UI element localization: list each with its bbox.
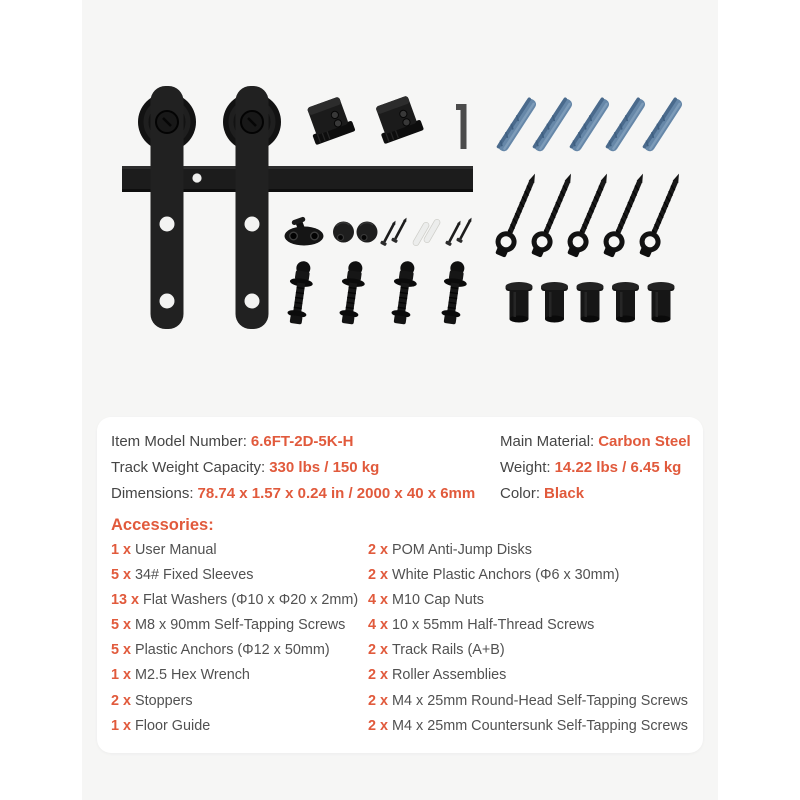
item-text: M4 x 25mm Round-Head Self-Tapping Screws [392, 692, 688, 709]
spec-item-model-number [111, 429, 500, 455]
spec-main-material [500, 429, 691, 455]
bolt-assembly [284, 260, 316, 326]
spec-value: 14.22 lbs / 6.45 kg [554, 459, 682, 476]
list-item [368, 563, 689, 588]
spec-track-weight-capacity [111, 455, 500, 481]
item-quantity: 1 x [111, 542, 132, 558]
spec-value: Carbon Steel [598, 433, 691, 450]
spec-value: 6.6FT-2D-5K-H [250, 433, 354, 450]
list-item [368, 714, 689, 739]
fixed-sleeve [541, 282, 568, 323]
list-item [111, 689, 368, 714]
spec-label: Track Weight Capacity: [111, 459, 266, 476]
spec-label: Dimensions: [111, 485, 194, 502]
anti-jump-disk [333, 222, 354, 243]
bolt-assembly [438, 260, 470, 326]
plastic-anchor [642, 97, 684, 153]
item-quantity: 2 x [368, 542, 389, 558]
item-text: User Manual [135, 542, 217, 558]
item-quantity: 4 x [368, 617, 389, 634]
bolt-assembly [336, 260, 368, 326]
list-item [111, 663, 368, 688]
spec-label: Main Material: [500, 433, 595, 450]
item-text: POM Anti-Jump Disks [392, 542, 532, 558]
item-quantity: 4 x [368, 592, 389, 609]
list-item [111, 638, 368, 663]
plastic-anchor [496, 97, 538, 153]
item-quantity: 1 x [111, 717, 132, 734]
spec-dimensions [111, 481, 500, 507]
product-photo [82, 0, 718, 420]
item-quantity: 13 x [111, 592, 140, 609]
accessories-list-left [111, 538, 368, 739]
list-item [368, 638, 689, 663]
item-quantity: 5 x [111, 567, 132, 584]
item-text: Track Rails (A+B) [392, 642, 505, 659]
spec-label: Weight: [500, 459, 551, 476]
spec-label: Color: [500, 485, 541, 502]
item-quantity: 2 x [368, 567, 389, 584]
item-text: Plastic Anchors (Φ12 x 50mm) [135, 642, 330, 659]
plastic-anchor [532, 97, 574, 153]
item-quantity: 2 x [111, 692, 132, 709]
plastic-anchor [605, 97, 647, 153]
list-item [368, 538, 689, 563]
small-screw [456, 216, 474, 243]
item-quantity: 2 x [368, 667, 389, 684]
stopper-block [303, 95, 355, 145]
stopper-block [372, 94, 424, 144]
spec-value: 78.74 x 1.57 x 0.24 in / 2000 x 40 x 6mm [197, 485, 476, 502]
roller-hanger [223, 86, 281, 329]
accessories-list-right [368, 538, 689, 739]
spec-section [111, 429, 689, 507]
item-text: Flat Washers (Φ10 x Φ20 x 2mm) [143, 592, 359, 609]
item-text: M10 Cap Nuts [392, 592, 484, 609]
item-text: M4 x 25mm Countersunk Self-Tapping Screws [392, 717, 688, 734]
fixed-sleeve [612, 282, 639, 323]
list-item [111, 714, 368, 739]
item-quantity: 5 x [111, 617, 132, 634]
bolt-assembly [388, 260, 420, 326]
spec-color [500, 481, 691, 507]
hex-wrench-icon [456, 107, 464, 149]
item-text: Stoppers [135, 692, 193, 709]
item-text: Floor Guide [135, 717, 211, 734]
list-item [368, 663, 689, 688]
item-quantity: 1 x [111, 667, 132, 684]
spec-label: Item Model Number: [111, 433, 247, 450]
item-text: M2.5 Hex Wrench [135, 667, 250, 684]
spec-card [97, 417, 703, 753]
item-quantity: 2 x [368, 717, 389, 734]
spec-column-left [111, 429, 500, 507]
floor-guide [285, 216, 324, 245]
item-quantity: 5 x [111, 642, 132, 659]
item-text: 10 x 55mm Half-Thread Screws [392, 617, 595, 634]
list-item [111, 538, 368, 563]
spec-value: 330 lbs / 150 kg [269, 459, 380, 476]
fixed-sleeve [506, 282, 533, 323]
item-quantity: 2 x [368, 692, 389, 709]
list-item [111, 613, 368, 638]
accessories-section [111, 538, 689, 739]
spec-column-right [500, 429, 691, 507]
list-item [111, 588, 368, 613]
item-text: M8 x 90mm Self-Tapping Screws [135, 617, 346, 634]
product-image-canvas [82, 0, 718, 800]
small-screw [391, 216, 409, 243]
spec-weight [500, 455, 691, 481]
half-thread-screw [637, 171, 687, 259]
accessories-heading: Accessories: [111, 516, 214, 534]
fixed-sleeve [577, 282, 604, 323]
item-text: Roller Assemblies [392, 667, 507, 684]
item-text: White Plastic Anchors (Φ6 x 30mm) [392, 567, 620, 584]
item-text: 34# Fixed Sleeves [135, 567, 254, 584]
list-item [368, 689, 689, 714]
plastic-anchor [569, 97, 611, 153]
roller-hanger [138, 86, 196, 329]
anti-jump-disk [357, 222, 378, 243]
list-item [111, 563, 368, 588]
list-item [368, 613, 689, 638]
spec-value: Black [544, 485, 585, 502]
list-item [368, 588, 689, 613]
fixed-sleeve [648, 282, 675, 323]
item-quantity: 2 x [368, 642, 389, 659]
